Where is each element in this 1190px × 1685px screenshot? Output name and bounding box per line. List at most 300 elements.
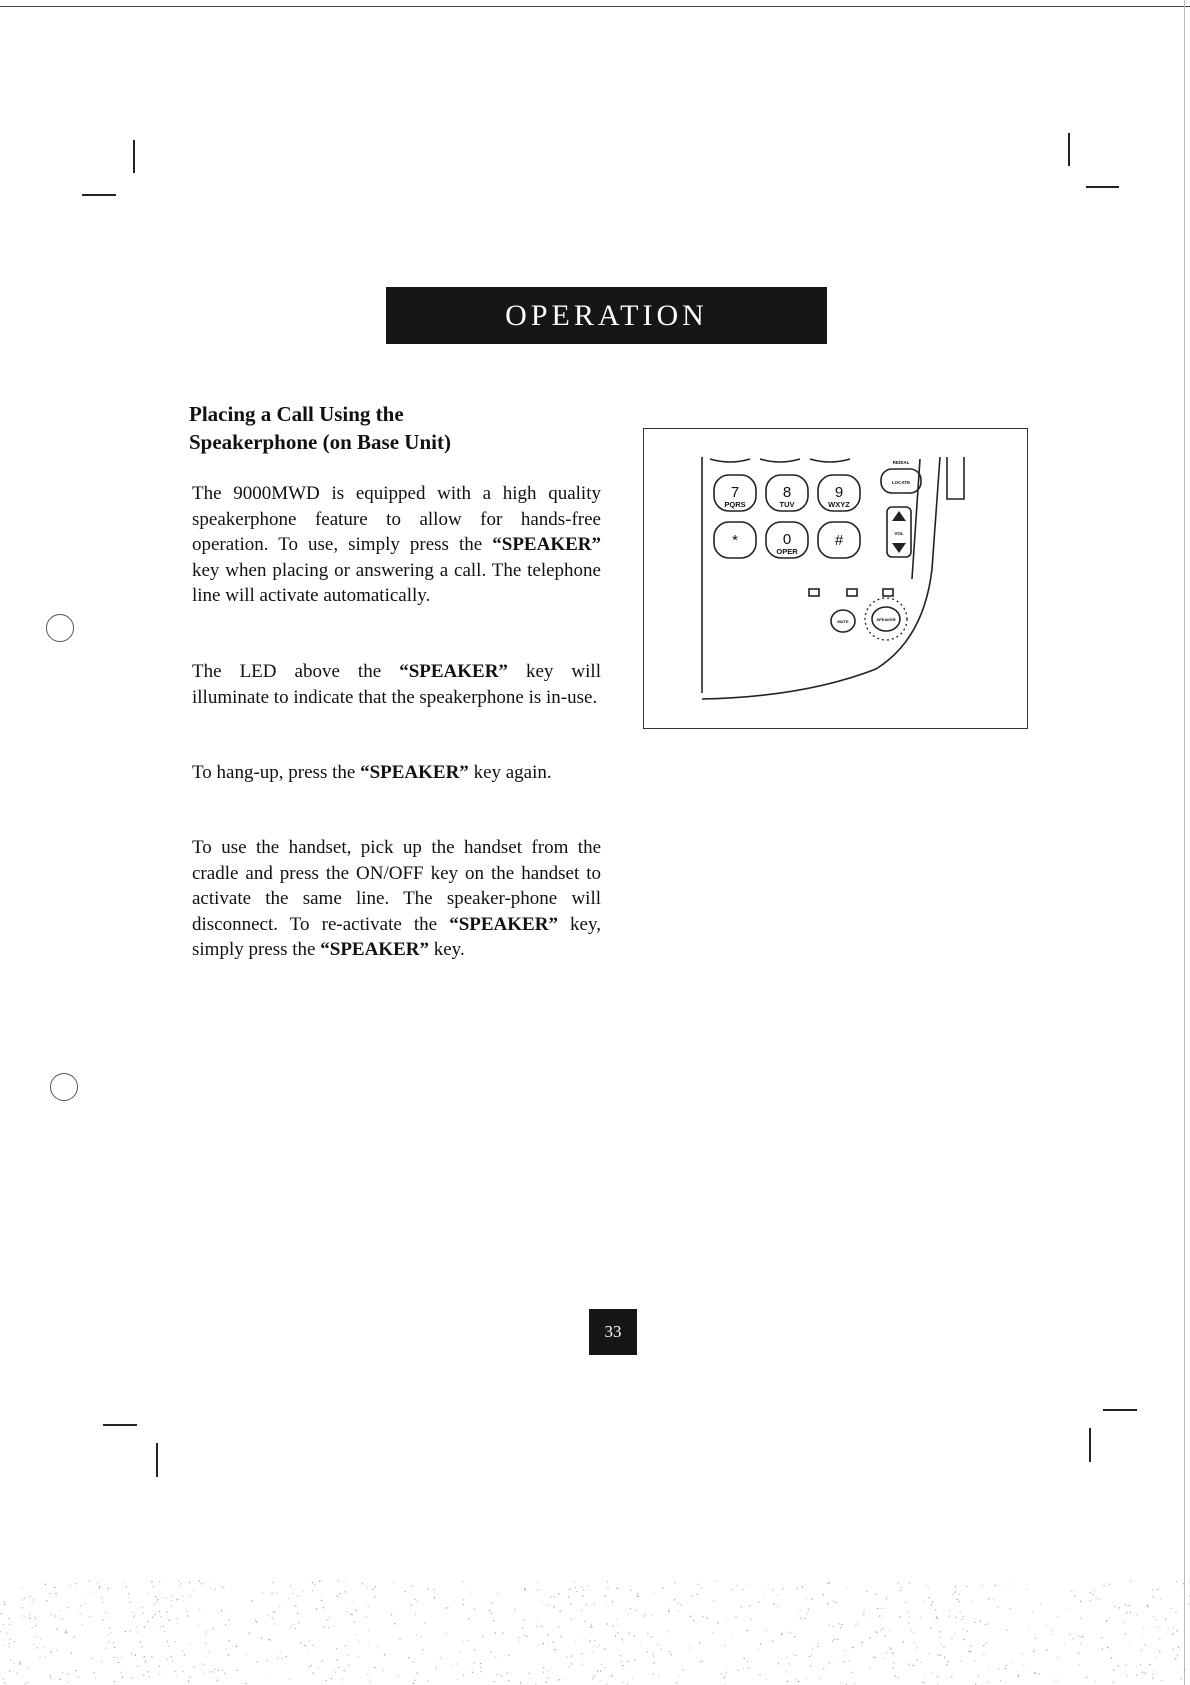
noise-dot [1142, 1672, 1143, 1673]
noise-dot [255, 1620, 256, 1621]
noise-dot [128, 1597, 129, 1598]
noise-dot [456, 1663, 457, 1664]
noise-dot [236, 1670, 237, 1671]
noise-dot [145, 1660, 146, 1661]
noise-dot [408, 1657, 409, 1658]
noise-dot [1039, 1673, 1040, 1674]
noise-dot [40, 1638, 41, 1639]
noise-dot [817, 1646, 818, 1647]
noise-dot [582, 1664, 583, 1665]
noise-dot [189, 1582, 190, 1583]
noise-dot [802, 1586, 803, 1587]
noise-dot [272, 1582, 273, 1583]
noise-dot [883, 1628, 884, 1629]
noise-dot [1115, 1606, 1116, 1607]
noise-dot [177, 1618, 178, 1619]
noise-dot [338, 1667, 339, 1668]
noise-dot [804, 1618, 805, 1619]
noise-dot [623, 1665, 624, 1666]
noise-dot [558, 1626, 559, 1627]
noise-dot [884, 1608, 885, 1609]
noise-dot [930, 1627, 931, 1628]
noise-dot [184, 1601, 185, 1602]
noise-dot [607, 1623, 608, 1624]
noise-dot [4, 1645, 5, 1646]
noise-dot [1081, 1636, 1082, 1637]
noise-dot [319, 1581, 320, 1582]
noise-dot [699, 1643, 700, 1644]
noise-dot [337, 1596, 338, 1597]
noise-dot [936, 1616, 937, 1617]
noise-dot [949, 1610, 950, 1611]
noise-dot [350, 1614, 351, 1615]
noise-dot [725, 1645, 726, 1646]
noise-dot [557, 1680, 558, 1681]
noise-dot [228, 1619, 229, 1620]
noise-dot [741, 1607, 742, 1608]
noise-dot [8, 1618, 9, 1619]
noise-dot [352, 1602, 353, 1603]
noise-dot [341, 1679, 342, 1680]
noise-dot [320, 1580, 321, 1581]
noise-dot [561, 1636, 562, 1637]
noise-dot [106, 1648, 107, 1649]
noise-dot [1083, 1636, 1084, 1637]
noise-dot [230, 1623, 231, 1624]
noise-dot [417, 1635, 418, 1636]
crop-mark [1068, 133, 1070, 166]
noise-dot [929, 1597, 930, 1598]
noise-dot [954, 1592, 955, 1593]
noise-dot [1153, 1616, 1154, 1617]
key-label-letters: WXYZ [828, 500, 850, 509]
noise-dot [147, 1621, 148, 1622]
noise-dot [411, 1585, 412, 1586]
noise-dot [853, 1647, 854, 1648]
noise-dot [937, 1676, 938, 1677]
noise-dot [101, 1597, 102, 1598]
noise-dot [1147, 1605, 1148, 1606]
noise-dot [164, 1631, 165, 1632]
noise-dot [297, 1613, 298, 1614]
noise-dot [508, 1655, 509, 1656]
noise-dot [270, 1639, 271, 1640]
noise-dot [307, 1653, 308, 1654]
noise-dot [806, 1598, 807, 1599]
noise-dot [22, 1599, 23, 1600]
noise-dot [323, 1607, 324, 1608]
noise-dot [1136, 1674, 1137, 1675]
noise-dot [153, 1586, 154, 1587]
noise-dot [575, 1642, 576, 1643]
noise-dot [522, 1627, 523, 1628]
crop-mark [103, 1424, 137, 1426]
noise-dot [678, 1611, 679, 1612]
noise-dot [1064, 1645, 1065, 1646]
noise-dot [863, 1614, 864, 1615]
noise-dot [746, 1630, 747, 1631]
noise-dot [621, 1661, 622, 1662]
noise-dot [1028, 1626, 1029, 1627]
noise-dot [588, 1586, 589, 1587]
noise-dot [1057, 1657, 1058, 1658]
noise-dot [462, 1581, 463, 1582]
noise-dot [890, 1649, 891, 1650]
noise-dot [886, 1652, 887, 1653]
noise-dot [1177, 1654, 1178, 1655]
noise-dot [581, 1587, 582, 1588]
noise-dot [114, 1681, 115, 1682]
noise-dot [182, 1650, 183, 1651]
noise-dot [369, 1681, 370, 1682]
noise-dot [956, 1599, 957, 1600]
noise-dot [62, 1619, 63, 1620]
noise-dot [175, 1671, 176, 1672]
noise-dot [274, 1624, 275, 1625]
noise-dot [548, 1634, 549, 1635]
noise-dot [91, 1592, 92, 1593]
noise-dot [34, 1616, 35, 1617]
noise-dot [1034, 1649, 1035, 1650]
noise-dot [33, 1599, 34, 1600]
noise-dot [1154, 1670, 1155, 1671]
noise-dot [215, 1669, 216, 1670]
noise-dot [160, 1616, 161, 1617]
noise-dot [8, 1643, 9, 1644]
noise-dot [582, 1611, 583, 1612]
noise-dot [702, 1616, 703, 1617]
noise-dot [647, 1633, 648, 1634]
noise-dot [142, 1607, 143, 1608]
noise-dot [171, 1656, 172, 1657]
noise-dot [474, 1662, 475, 1663]
redial-label: REDIAL [892, 460, 910, 465]
noise-dot [634, 1660, 635, 1661]
noise-dot [49, 1593, 50, 1594]
noise-dot [190, 1596, 191, 1597]
noise-dot [1111, 1657, 1112, 1658]
noise-dot [939, 1655, 940, 1656]
noise-dot [1155, 1658, 1156, 1659]
noise-dot [50, 1678, 51, 1679]
noise-dot [282, 1658, 283, 1659]
volume-up-icon [892, 511, 906, 521]
noise-dot [667, 1631, 668, 1632]
noise-dot [1153, 1596, 1154, 1597]
noise-dot [508, 1680, 509, 1681]
noise-dot [913, 1642, 914, 1643]
speaker-key-ref: “SPEAKER” [399, 661, 508, 682]
noise-dot [1160, 1599, 1161, 1600]
noise-dot [944, 1657, 945, 1658]
vol-label: VOL [894, 531, 904, 536]
noise-dot [570, 1604, 571, 1605]
noise-dot [701, 1587, 702, 1588]
noise-dot [256, 1621, 257, 1622]
noise-dot [873, 1657, 874, 1658]
noise-dot [188, 1681, 189, 1682]
noise-dot [852, 1672, 853, 1673]
noise-dot [474, 1650, 475, 1651]
noise-dot [210, 1587, 211, 1588]
noise-dot [988, 1599, 989, 1600]
noise-dot [689, 1647, 690, 1648]
noise-dot [974, 1661, 975, 1662]
noise-dot [909, 1664, 910, 1665]
noise-dot [213, 1628, 214, 1629]
volume-down-icon [892, 543, 906, 553]
noise-dot [884, 1658, 885, 1659]
noise-dot [617, 1619, 618, 1620]
noise-dot [176, 1676, 177, 1677]
noise-dot [205, 1643, 206, 1644]
noise-dot [491, 1613, 492, 1614]
noise-dot [920, 1662, 921, 1663]
noise-dot [777, 1606, 778, 1607]
binder-hole [46, 614, 74, 642]
noise-dot [795, 1655, 796, 1656]
noise-dot [212, 1671, 213, 1672]
noise-dot [332, 1625, 333, 1626]
noise-dot [1057, 1616, 1058, 1617]
key-label-digit: * [732, 532, 738, 549]
noise-dot [135, 1655, 136, 1656]
noise-dot [141, 1646, 142, 1647]
noise-dot [472, 1668, 473, 1669]
noise-dot [966, 1586, 967, 1587]
noise-dot [525, 1589, 526, 1590]
noise-dot [311, 1665, 312, 1666]
noise-dot [0, 1631, 1, 1632]
key-label-digit: 0 [782, 531, 792, 548]
noise-dot [800, 1618, 801, 1619]
noise-dot [1184, 1669, 1185, 1670]
noise-dot [56, 1650, 57, 1651]
noise-dot [1092, 1594, 1093, 1595]
noise-dot [1018, 1674, 1019, 1675]
noise-dot [62, 1673, 63, 1674]
noise-dot [394, 1623, 395, 1624]
noise-dot [993, 1599, 994, 1600]
noise-dot [355, 1610, 356, 1611]
noise-dot [399, 1638, 400, 1639]
noise-dot [560, 1611, 561, 1612]
noise-dot [1145, 1673, 1146, 1674]
noise-dot [457, 1678, 458, 1679]
noise-dot [266, 1621, 267, 1622]
noise-dot [617, 1588, 618, 1589]
noise-dot [126, 1587, 127, 1588]
noise-dot [272, 1617, 273, 1618]
noise-dot [773, 1604, 774, 1605]
noise-dot [1052, 1629, 1053, 1630]
noise-dot [1176, 1630, 1177, 1631]
noise-dot [594, 1640, 595, 1641]
text: To use the handset, pick up the handset from the cradle and press the ON/OFF key on the handset to activate the same line. The speaker-phone will disconnect. To re-activate the [192, 837, 601, 935]
noise-dot [589, 1641, 590, 1642]
noise-dot [897, 1677, 898, 1678]
noise-dot [268, 1615, 269, 1616]
base-unit-figure [643, 428, 1028, 729]
noise-dot [548, 1671, 549, 1672]
noise-dot [171, 1595, 172, 1596]
noise-dot [1131, 1580, 1132, 1581]
noise-dot [228, 1655, 229, 1656]
noise-dot [143, 1613, 144, 1614]
noise-dot [343, 1582, 344, 1583]
noise-dot [651, 1636, 652, 1637]
noise-dot [786, 1671, 787, 1672]
noise-dot [1141, 1650, 1142, 1651]
noise-dot [326, 1620, 327, 1621]
noise-dot [772, 1589, 773, 1590]
noise-dot [967, 1631, 968, 1632]
noise-dot [9, 1671, 10, 1672]
noise-dot [1142, 1634, 1143, 1635]
noise-dot [671, 1654, 672, 1655]
noise-dot [151, 1581, 152, 1582]
crop-mark [133, 140, 135, 173]
noise-dot [245, 1654, 246, 1655]
noise-dot [117, 1657, 118, 1658]
noise-dot [436, 1667, 437, 1668]
noise-dot [1136, 1666, 1137, 1667]
noise-dot [605, 1648, 606, 1649]
key-label-digit: 8 [782, 484, 792, 501]
noise-dot [875, 1594, 876, 1595]
noise-dot [22, 1607, 23, 1608]
noise-dot [292, 1593, 293, 1594]
noise-dot [892, 1653, 893, 1654]
noise-dot [20, 1664, 21, 1665]
noise-dot [1018, 1676, 1019, 1677]
noise-dot [480, 1663, 481, 1664]
noise-dot [760, 1644, 761, 1645]
noise-dot [809, 1656, 810, 1657]
noise-dot [194, 1590, 195, 1591]
noise-dot [524, 1635, 525, 1636]
noise-dot [251, 1600, 252, 1601]
noise-dot [495, 1632, 496, 1633]
noise-dot [928, 1587, 929, 1588]
noise-dot [506, 1673, 507, 1674]
noise-dot [748, 1667, 749, 1668]
noise-dot [414, 1680, 415, 1681]
noise-dot [122, 1677, 123, 1678]
noise-dot [304, 1645, 305, 1646]
noise-dot [640, 1644, 641, 1645]
noise-dot [862, 1642, 863, 1643]
noise-dot [105, 1612, 106, 1613]
noise-dot [840, 1627, 841, 1628]
noise-dot [643, 1616, 644, 1617]
noise-dot [1035, 1638, 1036, 1639]
noise-dot [1046, 1625, 1047, 1626]
noise-dot [501, 1675, 502, 1676]
noise-dot [857, 1623, 858, 1624]
noise-dot [272, 1612, 273, 1613]
noise-dot [50, 1676, 51, 1677]
section-banner [386, 287, 827, 344]
crop-mark [1086, 186, 1119, 188]
noise-dot [336, 1659, 337, 1660]
noise-dot [124, 1582, 125, 1583]
noise-dot [797, 1588, 798, 1589]
noise-dot [647, 1651, 648, 1652]
noise-dot [71, 1653, 72, 1654]
noise-dot [963, 1628, 964, 1629]
noise-dot [836, 1602, 837, 1603]
noise-dot [855, 1625, 856, 1626]
noise-dot [749, 1605, 750, 1606]
noise-dot [415, 1614, 416, 1615]
noise-dot [159, 1611, 160, 1612]
noise-dot [168, 1646, 169, 1647]
noise-dot [78, 1676, 79, 1677]
noise-dot [55, 1616, 56, 1617]
noise-dot [569, 1666, 570, 1667]
noise-dot [1006, 1665, 1007, 1666]
noise-dot [9, 1646, 10, 1647]
speaker-key-ref: “SPEAKER” [360, 762, 469, 783]
noise-dot [697, 1594, 698, 1595]
noise-dot [1078, 1636, 1079, 1637]
noise-dot [411, 1604, 412, 1605]
noise-dot [592, 1651, 593, 1652]
noise-dot [509, 1673, 510, 1674]
noise-dot [1150, 1664, 1151, 1665]
noise-dot [204, 1673, 205, 1674]
noise-dot [19, 1661, 20, 1662]
noise-dot [29, 1618, 30, 1619]
noise-dot [877, 1608, 878, 1609]
noise-dot [154, 1604, 155, 1605]
heading-line-2: Speakerphone (on Base Unit) [189, 430, 451, 454]
noise-dot [932, 1672, 933, 1673]
noise-dot [537, 1621, 538, 1622]
key-label-digit: 7 [730, 484, 740, 501]
noise-dot [1005, 1668, 1006, 1669]
noise-dot [130, 1630, 131, 1631]
noise-dot [1143, 1626, 1144, 1627]
noise-dot [553, 1606, 554, 1607]
noise-dot [612, 1625, 613, 1626]
noise-dot [35, 1618, 36, 1619]
noise-dot [167, 1611, 168, 1612]
noise-dot [1109, 1650, 1110, 1651]
noise-dot [1175, 1612, 1176, 1613]
noise-dot [583, 1590, 584, 1591]
noise-dot [471, 1592, 472, 1593]
noise-dot [89, 1581, 90, 1582]
noise-dot [731, 1637, 732, 1638]
noise-dot [1188, 1582, 1189, 1583]
noise-dot [726, 1620, 727, 1621]
noise-dot [312, 1645, 313, 1646]
noise-dot [451, 1665, 452, 1666]
noise-dot [939, 1637, 940, 1638]
noise-dot [1002, 1586, 1003, 1587]
noise-dot [187, 1615, 188, 1616]
noise-dot [750, 1619, 751, 1620]
noise-dot [846, 1587, 847, 1588]
noise-dot [121, 1657, 122, 1658]
noise-dot [735, 1617, 736, 1618]
noise-dot [81, 1606, 82, 1607]
noise-dot [674, 1599, 675, 1600]
noise-dot [901, 1587, 902, 1588]
noise-dot [1157, 1626, 1158, 1627]
